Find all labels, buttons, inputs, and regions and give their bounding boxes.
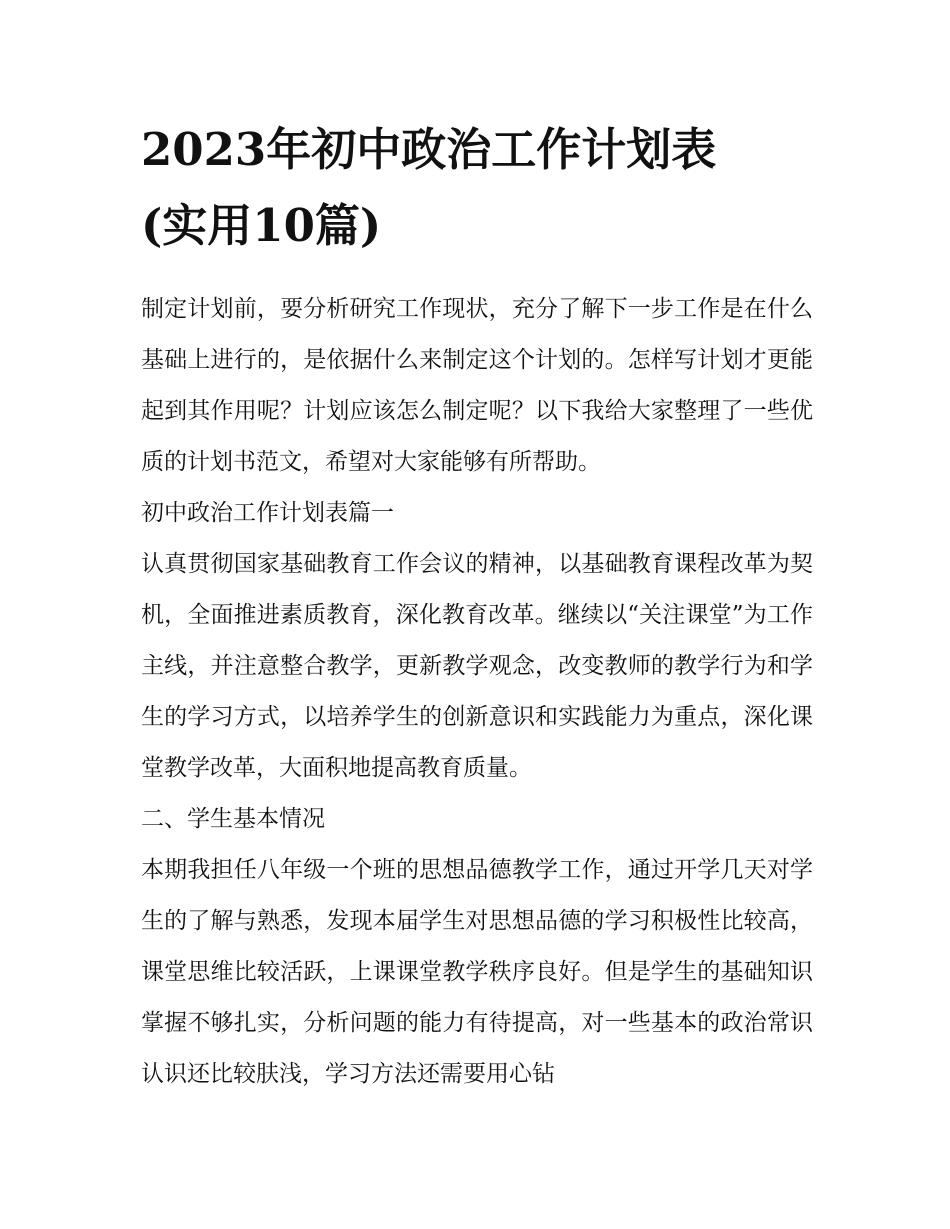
section-heading-part-one: 初中政治工作计划表篇一 [141,500,394,526]
title-line-1: 2023年初中政治工作计划表 [141,123,717,176]
document-title [141,112,813,264]
section-heading-student-situation: 二、学生基本情况 [141,806,325,832]
title-line-2: (实用10篇) [141,199,382,252]
document-body [141,284,813,1100]
intro-paragraph: 制定计划前，要分析研究工作现状，充分了解下一步工作是在什么基础上进行的，是依据什么来制定这个计划的。怎样写计划才更能起到其作用呢？计划应该怎么制定呢？以下我给大家整理了一些优质的计划书范文，希望对大家能够有所帮助。 [141,296,813,475]
document-page [141,112,813,1100]
guiding-ideology-paragraph: 认真贯彻国家基础教育工作会议的精神，以基础教育课程改革为契机，全面推进素质教育，深化教育改革。继续以“关注课堂”为工作主线，并注意整合教学，更新教学观念，改变教师的教学行为和学生的学习方式，以培养学生的创新意识和实践能力为重点，深化课堂教学改革，大面积地提高教育质量。 [141,551,813,781]
student-situation-paragraph: 本期我担任八年级一个班的思想品德教学工作，通过开学几天对学生的了解与熟悉，发现本届学生对思想品德的学习积极性比较高，课堂思维比较活跃，上课课堂教学秩序良好。但是学生的基础知识掌握不够扎实，分析问题的能力有待提高，对一些基本的政治常识认识还比较肤浅，学习方法还需要用心钻 [141,857,813,1087]
